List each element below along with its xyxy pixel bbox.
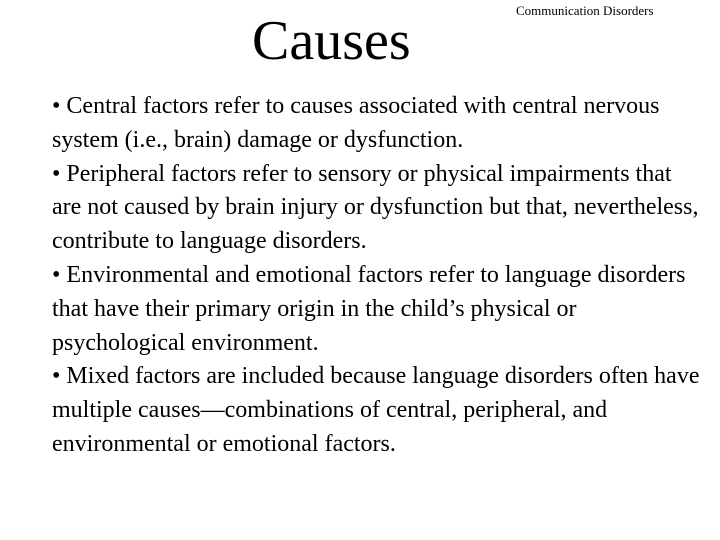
bullet-item-peripheral: • Peripheral factors refer to sensory or physical impairments that are not caused by brain injury or dysfunction but that, nevertheless, contribute to language disorders. — [52, 160, 699, 255]
bullet-item-environmental: • Environmental and emotional factors refer to language disorders that have their primary origin in the child’s physical or psychological environment. — [52, 261, 686, 356]
header-label: Communication Disorders — [516, 3, 654, 18]
bullet-item-mixed: • Mixed factors are included because language disorders often have multiple causes—combinations of central, peripheral, and environmental or emotional factors. — [52, 363, 700, 457]
bullet-list — [52, 90, 704, 462]
slide-title: Causes — [252, 10, 411, 72]
bullet-item-central: • Central factors refer to causes associated with central nervous system (i.e., brain) damage or dysfunction. — [52, 93, 660, 153]
